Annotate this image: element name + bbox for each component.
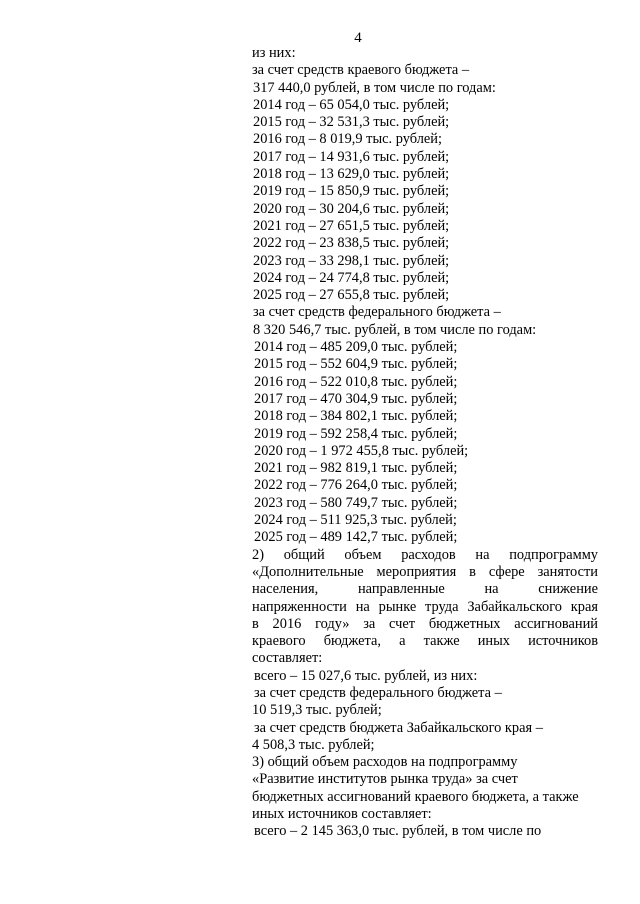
text-line: 2025 год – 27 655,8 тыс. рублей; — [253, 287, 450, 304]
text-line: 8 320 546,7 тыс. рублей, в том числе по годам: — [253, 321, 537, 338]
text-line: 2024 год – 511 925,3 тыс. рублей; — [254, 512, 457, 529]
text-line: 2014 год – 485 209,0 тыс. рублей; — [254, 339, 458, 356]
text-line: 2022 год – 23 838,5 тыс. рублей; — [253, 235, 450, 252]
text-line: за счет средств федерального бюджета – — [253, 304, 501, 321]
text-line: 2016 год – 8 019,9 тыс. рублей; — [253, 131, 442, 148]
text-line: 2017 год – 14 931,6 тыс. рублей; — [253, 148, 450, 165]
page-number: 4 — [354, 30, 362, 46]
text-line: 2019 год – 592 258,4 тыс. рублей; — [254, 425, 458, 442]
text-line: 2) общий объем расходов на подпрограмму — [252, 546, 598, 563]
text-line: 4 508,3 тыс. рублей; — [252, 736, 375, 753]
text-line: 2023 год – 33 298,1 тыс. рублей; — [253, 252, 450, 269]
text-line: 2018 год – 13 629,0 тыс. рублей; — [253, 166, 450, 183]
text-line: 3) общий объем расходов на подпрограмму — [252, 754, 518, 771]
text-line: 2019 год – 15 850,9 тыс. рублей; — [253, 183, 450, 200]
text-line: 2015 год – 32 531,3 тыс. рублей; — [253, 114, 450, 131]
text-line: 2016 год – 522 010,8 тыс. рублей; — [254, 373, 458, 390]
text-line: «Развитие институтов рынка труда» за счет — [252, 771, 518, 788]
text-line: 2014 год – 65 054,0 тыс. рублей; — [253, 96, 450, 113]
text-line: 2025 год – 489 142,7 тыс. рублей; — [254, 529, 458, 546]
text-line: 2023 год – 580 749,7 тыс. рублей; — [254, 494, 458, 511]
text-line: краевого бюджета, а также иных источников — [252, 633, 598, 650]
text-line: 2018 год – 384 802,1 тыс. рублей; — [254, 408, 458, 425]
text-line: 2017 год – 470 304,9 тыс. рублей; — [254, 390, 458, 407]
text-line: 2021 год – 982 819,1 тыс. рублей; — [254, 460, 458, 477]
text-line: всего – 2 145 363,0 тыс. рублей, в том числе по — [254, 823, 542, 840]
text-line: иных источников составляет: — [252, 806, 432, 823]
text-line: 2020 год – 30 204,6 тыс. рублей; — [253, 200, 450, 217]
text-line: 2021 год – 27 651,5 тыс. рублей; — [253, 217, 450, 234]
text-line: за счет средств федерального бюджета – — [254, 684, 502, 701]
text-line: за счет средств краевого бюджета – — [252, 62, 470, 79]
text-line: составляет: — [252, 650, 323, 667]
text-line: из них: — [252, 45, 296, 61]
text-line: 317 440,0 рублей, в том числе по годам: — [253, 79, 496, 96]
text-line: 2015 год – 552 604,9 тыс. рублей; — [254, 356, 458, 373]
text-line: всего – 15 027,6 тыс. рублей, из них: — [254, 667, 478, 684]
document-body — [252, 45, 598, 841]
text-line: напряженности на рынке труда Забайкальского края — [252, 598, 598, 615]
text-line: 2024 год – 24 774,8 тыс. рублей; — [253, 269, 450, 286]
text-line: 2022 год – 776 264,0 тыс. рублей; — [254, 477, 458, 494]
text-line: «Дополнительные мероприятия в сфере занятости — [252, 563, 598, 580]
text-line: бюджетных ассигнований краевого бюджета, а также — [252, 788, 579, 805]
text-line: за счет средств бюджета Забайкальского края – — [254, 719, 543, 736]
text-line: 2020 год – 1 972 455,8 тыс. рублей; — [254, 442, 469, 459]
text-line: населения, направленные на снижение — [252, 581, 598, 598]
text-line: 10 519,3 тыс. рублей; — [252, 702, 382, 719]
text-line: в 2016 году» за счет бюджетных ассигнований — [252, 615, 598, 632]
